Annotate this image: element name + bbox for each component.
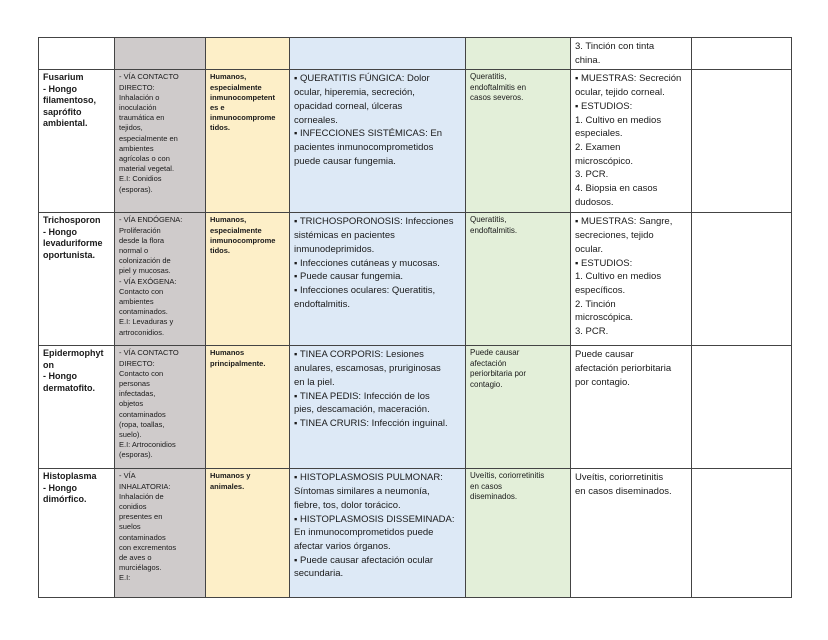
agent-line: on — [43, 359, 54, 370]
host-line: principalmente. — [210, 358, 266, 368]
disease-cell — [290, 70, 466, 213]
transmission-line: E.I: Levaduras y — [119, 317, 174, 327]
transmission-line: Inhalación de — [119, 491, 164, 501]
host-cell — [206, 38, 290, 70]
transmission-line: artroconidios. — [119, 327, 165, 337]
transmission-line: infectadas, — [119, 389, 156, 399]
diagnosis-line: 2. Tinción — [575, 298, 616, 310]
transmission-line: - VÍA ENDÓGENA: — [119, 215, 183, 225]
agent-line: ambiental. — [43, 118, 88, 129]
agent-line: dimórfico. — [43, 494, 87, 505]
disease-line: puede causar fungemia. — [294, 155, 396, 167]
disease-line: sistémicas en pacientes — [294, 230, 395, 242]
diagnosis-line: ▪ MUESTRAS: Sangre, — [575, 216, 673, 228]
diagnosis-line: ocular. — [575, 243, 603, 255]
disease-line: ▪ TINEA CORPORIS: Lesiones — [294, 349, 424, 361]
transmission-line: E.I: Conidios — [119, 174, 162, 184]
transmission-line: con excrementos — [119, 542, 177, 552]
complications-cell — [466, 469, 571, 598]
transmission-line: INHALATORIA: — [119, 481, 171, 491]
agent-line: Histoplasma — [43, 471, 97, 482]
diagnosis-line: especiales. — [575, 128, 623, 140]
agent-line: - Hongo — [43, 482, 77, 493]
agent-line: - Hongo — [43, 371, 77, 382]
transmission-line: E.I: Artroconidios — [119, 440, 176, 450]
empty-cell — [692, 70, 792, 213]
fungal-infections-table — [38, 37, 792, 598]
agent-cell — [39, 346, 115, 469]
transmission-line: - VÍA EXÓGENA: — [119, 276, 177, 286]
transmission-line: Contacto con — [119, 286, 164, 296]
disease-line: fiebre, tos, dolor torácico. — [294, 499, 401, 511]
complications-line: afectación — [470, 358, 507, 368]
diagnosis-line: afectación periorbitaria — [575, 363, 672, 375]
empty-cell — [692, 38, 792, 70]
agent-line: saprófito — [43, 106, 82, 117]
complications-line: endoftalmitis. — [470, 225, 518, 235]
transmission-line: - VÍA CONTACTO — [119, 72, 179, 82]
agent-cell — [39, 469, 115, 598]
transmission-line: (esporas). — [119, 184, 153, 194]
diagnosis-line: microscópica. — [575, 312, 634, 324]
host-line: Humanos, — [210, 72, 247, 82]
complications-line: endoftalmitis en — [470, 82, 527, 92]
disease-line: ▪ Puede causar fungemia. — [294, 271, 403, 283]
diagnosis-line: 1. Cultivo en medios — [575, 114, 662, 126]
diagnosis-cell — [571, 213, 692, 346]
agent-line: filamentoso, — [43, 95, 97, 106]
disease-line: ▪ QUERATITIS FÚNGICA: Dolor — [294, 73, 430, 85]
agent-line: - Hongo — [43, 226, 77, 237]
diagnosis-line: ▪ ESTUDIOS: — [575, 257, 633, 269]
table-row — [39, 38, 792, 70]
transmission-line: DIRECTO: — [119, 358, 155, 368]
disease-cell — [290, 469, 466, 598]
diagnosis-line: ocular, tejido corneal. — [575, 87, 665, 99]
complications-line: Queratitis, — [470, 72, 507, 82]
agent-cell — [39, 70, 115, 213]
agent-line: levaduriforme — [43, 238, 103, 249]
diagnosis-cell — [571, 38, 692, 70]
transmission-cell — [115, 346, 206, 469]
diagnosis-line: dudosos. — [575, 196, 614, 208]
diagnosis-line: 3. PCR. — [575, 326, 609, 338]
transmission-line: material vegetal. — [119, 164, 175, 174]
agent-line: Fusarium — [43, 72, 84, 83]
disease-line: opacidad corneal, úlceras — [294, 100, 403, 112]
diagnosis-line: Puede causar — [575, 349, 634, 361]
disease-line: ocular, hiperemia, secreción, — [294, 87, 415, 99]
diagnosis-line: Uveítis, coriorretinitis — [575, 472, 664, 484]
transmission-line: colonización de — [119, 256, 171, 266]
complications-line: casos severos. — [470, 93, 524, 103]
disease-line: ▪ TRICHOSPORONOSIS: Infecciones — [294, 216, 454, 228]
transmission-line: presentes en — [119, 512, 163, 522]
disease-line: ▪ HISTOPLASMOSIS PULMONAR: — [294, 472, 443, 484]
complications-cell — [466, 213, 571, 346]
transmission-line: (ropa, toallas, — [119, 419, 165, 429]
transmission-cell — [115, 38, 206, 70]
agent-line: Epidermophyt — [43, 348, 104, 359]
complications-cell — [466, 38, 571, 70]
diagnosis-line: 3. Tinción con tinta — [575, 41, 655, 52]
host-cell — [206, 70, 290, 213]
transmission-line: ambientes — [119, 143, 154, 153]
disease-line: En inmunocomprometidos puede — [294, 527, 434, 539]
complications-line: Uveítis, coriorretinitis — [470, 471, 545, 481]
disease-line: ▪ HISTOPLASMOSIS DISSEMINADA: — [294, 513, 455, 525]
complications-line: Puede causar — [470, 348, 520, 358]
table-row — [39, 70, 792, 213]
host-line: inmunocompetent — [210, 92, 275, 102]
host-line: inmunocomprome — [210, 113, 276, 123]
agent-cell — [39, 38, 115, 70]
disease-line: ▪ TINEA PEDIS: Infección de los — [294, 390, 430, 402]
transmission-line: desde la flora — [119, 235, 165, 245]
disease-cell — [290, 346, 466, 469]
transmission-line: inoculación — [119, 103, 157, 113]
host-line: tidos. — [210, 123, 230, 133]
transmission-line: DIRECTO: — [119, 82, 155, 92]
disease-line: ▪ Puede causar afectación ocular — [294, 554, 434, 566]
empty-cell — [692, 469, 792, 598]
transmission-line: contaminados — [119, 409, 166, 419]
diagnosis-cell — [571, 70, 692, 213]
agent-line: - Hongo — [43, 83, 77, 94]
disease-line: endoftalmitis. — [294, 298, 350, 310]
diagnosis-line: 1. Cultivo en medios — [575, 271, 662, 283]
transmission-line: - VÍA CONTACTO — [119, 348, 179, 358]
table-row — [39, 469, 792, 598]
transmission-line: personas — [119, 379, 150, 389]
disease-line: secundaria. — [294, 568, 344, 580]
diagnosis-line: china. — [575, 54, 601, 66]
disease-line: inmunodeprimidos. — [294, 243, 375, 255]
complications-cell — [466, 346, 571, 469]
diagnosis-cell — [571, 346, 692, 469]
host-line: especialmente — [210, 82, 262, 92]
diagnosis-line: 3. PCR. — [575, 169, 609, 181]
disease-line: afectar varios órganos. — [294, 540, 391, 552]
host-line: es e — [210, 103, 225, 113]
host-cell — [206, 469, 290, 598]
transmission-line: suelo). — [119, 430, 142, 440]
agent-cell — [39, 213, 115, 346]
transmission-line: murciélagos. — [119, 563, 162, 573]
transmission-cell — [115, 70, 206, 213]
disease-line: en la piel. — [294, 376, 335, 388]
disease-line: ▪ TINEA CRURIS: Infección inguinal. — [294, 417, 448, 429]
complications-line: Queratitis, — [470, 215, 507, 225]
transmission-line: contaminados — [119, 532, 166, 542]
host-cell — [206, 213, 290, 346]
host-cell — [206, 346, 290, 469]
diagnosis-line: 2. Examen — [575, 141, 621, 153]
transmission-line: piel y mucosas. — [119, 266, 171, 276]
host-line: especialmente — [210, 225, 262, 235]
diagnosis-line: por contagio. — [575, 376, 630, 388]
transmission-line: Contacto con — [119, 368, 164, 378]
transmission-line: traumática en — [119, 113, 165, 123]
disease-line: pies, descamación, maceración. — [294, 404, 430, 416]
host-line: tidos. — [210, 246, 230, 256]
diagnosis-line: 4. Biopsia en casos — [575, 183, 658, 195]
disease-cell — [290, 213, 466, 346]
transmission-line: Proliferación — [119, 225, 161, 235]
transmission-line: especialmente en — [119, 133, 178, 143]
host-line: Humanos — [210, 348, 245, 358]
transmission-line: Inhalación o — [119, 92, 160, 102]
transmission-line: ambientes — [119, 297, 154, 307]
transmission-cell — [115, 469, 206, 598]
disease-line: ▪ Infecciones cutáneas y mucosas. — [294, 257, 440, 269]
complications-line: periorbitaria por — [470, 369, 527, 379]
transmission-line: suelos — [119, 522, 141, 532]
disease-line: anulares, escamosas, pruriginosas — [294, 363, 441, 375]
diagnosis-line: en casos diseminados. — [575, 486, 672, 498]
empty-cell — [692, 346, 792, 469]
host-line: Humanos y — [210, 471, 251, 481]
transmission-line: contaminados. — [119, 307, 168, 317]
table-row — [39, 346, 792, 469]
agent-line: dermatofito. — [43, 382, 96, 393]
empty-cell — [692, 213, 792, 346]
transmission-line: E.I: — [119, 573, 131, 583]
disease-line: ▪ INFECCIONES SISTÉMICAS: En — [294, 128, 443, 140]
disease-cell — [290, 38, 466, 70]
transmission-cell — [115, 213, 206, 346]
agent-line: oportunista. — [43, 249, 95, 260]
diagnosis-cell — [571, 469, 692, 598]
transmission-line: conidios — [119, 502, 147, 512]
disease-line: ▪ Infecciones oculares: Queratitis, — [294, 284, 436, 296]
host-line: Humanos, — [210, 215, 247, 225]
host-line: animales. — [210, 481, 245, 491]
host-line: inmunocomprome — [210, 235, 276, 245]
transmission-line: - VÍA — [119, 471, 136, 481]
complications-line: diseminados. — [470, 492, 518, 502]
transmission-line: (esporas). — [119, 450, 153, 460]
transmission-line: objetos — [119, 399, 144, 409]
diagnosis-line: específicos. — [575, 284, 626, 296]
transmission-line: normal o — [119, 246, 149, 256]
complications-line: contagio. — [470, 379, 503, 389]
table-row — [39, 213, 792, 346]
transmission-line: de aves o — [119, 553, 152, 563]
disease-line: pacientes inmunocomprometidos — [294, 141, 434, 153]
disease-line: Síntomas similares a neumonía, — [294, 486, 430, 498]
transmission-line: tejidos, — [119, 123, 143, 133]
diagnosis-line: secreciones, tejido — [575, 230, 654, 242]
diagnosis-line: ▪ MUESTRAS: Secreción — [575, 73, 682, 85]
complications-cell — [466, 70, 571, 213]
transmission-line: agrícolas o con — [119, 154, 170, 164]
agent-line: Trichosporon — [43, 215, 101, 226]
complications-line: en casos — [470, 481, 503, 491]
disease-line: corneales. — [294, 114, 338, 126]
diagnosis-line: ▪ ESTUDIOS: — [575, 100, 633, 112]
diagnosis-line: microscópico. — [575, 155, 634, 167]
